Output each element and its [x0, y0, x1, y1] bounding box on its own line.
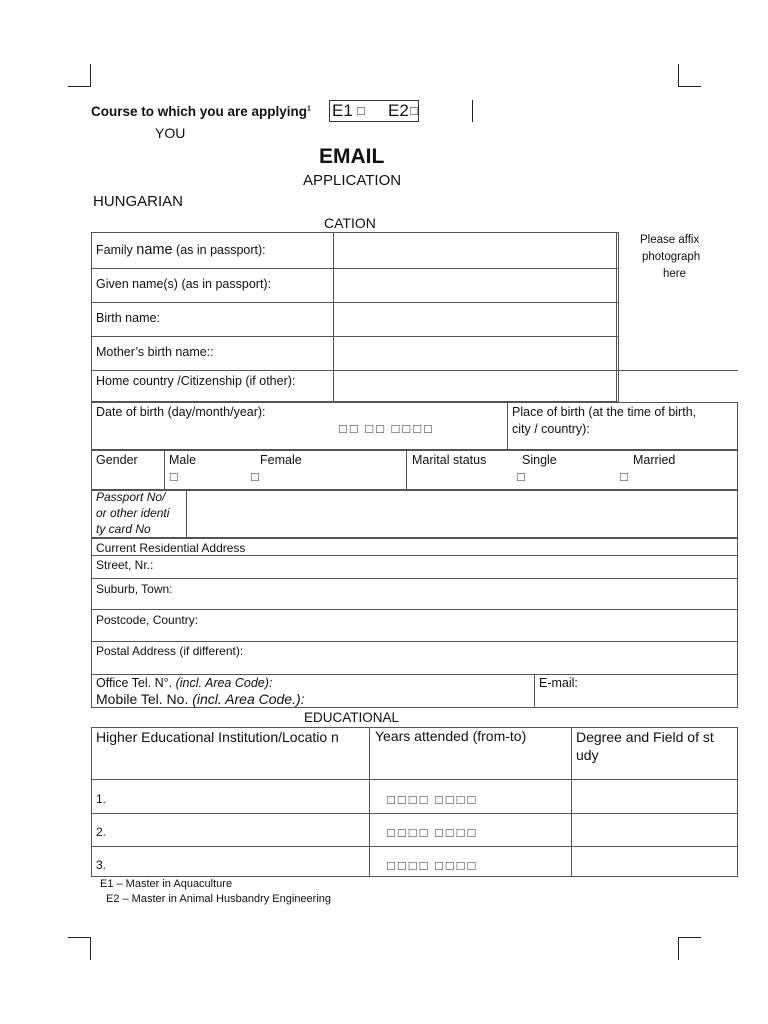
gender-divider-2 [406, 450, 407, 490]
home-country-field[interactable] [334, 371, 616, 402]
edu-row-3-degree[interactable] [572, 847, 737, 876]
female-label: Female [260, 453, 302, 467]
office-tel-italic: (incl. Area Code): [175, 676, 273, 690]
email-divider [534, 674, 535, 708]
marital-label: Marital status [412, 453, 487, 467]
mobile-tel-label [96, 691, 305, 707]
family-name-field[interactable] [334, 233, 616, 268]
page-title: EMAIL [319, 145, 385, 168]
photo-line-1: Please affix [640, 234, 700, 246]
office-tel-label [96, 676, 272, 690]
mothers-name-field[interactable] [334, 337, 616, 370]
edu-col2-header: Years attended (from-to) [375, 728, 527, 744]
family-name-post: (as in passport): [172, 243, 266, 257]
gender-label: Gender [96, 453, 138, 467]
edu-row-2-degree[interactable] [572, 814, 737, 845]
personal-right-double [616, 232, 617, 402]
cation-label: CATION [324, 215, 376, 231]
crop-mark-top-left [68, 64, 91, 87]
edu-row-1-degree[interactable] [572, 780, 737, 812]
mobile-tel-italic: (incl. Area Code.): [192, 691, 305, 707]
option-e1-checkbox[interactable]: ☐ [356, 105, 367, 118]
option-e2-label: E2 [388, 101, 409, 120]
you-label: YOU [155, 125, 186, 141]
hungarian-label: HUNGARIAN [93, 193, 184, 210]
photo-line-3: here [663, 268, 687, 280]
education-heading: EDUCATIONAL [304, 710, 400, 725]
crop-mark-bottom-left [68, 937, 91, 960]
email-label: E-mail: [539, 676, 578, 690]
mothers-name-label: Mother’s birth name:: [96, 345, 214, 359]
edu-row-2-years[interactable]: ☐☐☐☐ ☐☐☐☐ [386, 827, 478, 840]
given-name-field[interactable] [334, 269, 616, 302]
gender-divider-1 [164, 450, 165, 490]
footnote-e1: E1 – Master in Aquaculture [100, 878, 233, 890]
mobile-tel-pre: Mobile Tel. No. [96, 691, 193, 707]
given-name-label: Given name(s) (as in passport): [96, 277, 272, 291]
email-field[interactable] [590, 675, 736, 707]
crop-mark-bottom-right [678, 937, 701, 960]
dob-divider [507, 402, 508, 450]
crop-mark-top-right [678, 64, 701, 87]
suburb-label: Suburb, Town: [96, 582, 173, 596]
passport-label-1: Passport No/ [96, 490, 166, 504]
family-name-label [96, 242, 266, 258]
course-label-text: Course to which you are applying [91, 104, 308, 119]
dob-checkboxes[interactable]: ☐☐ ☐☐ ☐☐☐☐ [338, 423, 434, 436]
single-label: Single [522, 453, 557, 467]
postcode-label: Postcode, Country: [96, 613, 199, 627]
page-subtitle: APPLICATION [303, 172, 402, 189]
postal-address-field[interactable] [280, 642, 736, 673]
birth-name-field[interactable] [334, 303, 616, 336]
edu-col1-header: Higher Educational Institution/Locatio n [96, 729, 339, 745]
passport-field[interactable] [187, 491, 737, 537]
passport-label-3: ty card No [96, 522, 151, 536]
photo-line-2: photograph [642, 251, 701, 263]
single-checkbox[interactable]: ☐ [516, 471, 527, 484]
pob-line-1: Place of birth (at the time of birth, [512, 405, 697, 419]
home-country-label: Home country /Citizenship (if other): [96, 374, 296, 388]
office-tel-pre: Office Tel. N°. [96, 676, 176, 690]
header-bar [472, 100, 473, 122]
male-checkbox[interactable]: ☐ [169, 471, 180, 484]
family-name-big: name [136, 242, 173, 258]
footnote-e2: E2 – Master in Animal Husbandry Engineering [106, 893, 332, 905]
postcode-field[interactable] [220, 610, 736, 640]
married-checkbox[interactable]: ☐ [619, 471, 630, 484]
male-label: Male [169, 453, 197, 467]
family-name-pre: Family [96, 243, 137, 257]
course-label-sup: 1 [307, 105, 311, 113]
edu-row-1-number: 1. [96, 792, 107, 806]
street-field[interactable] [170, 556, 736, 577]
edu-row-3-number: 3. [96, 858, 107, 872]
edu-col3-header: Degree and Field of st udy [576, 729, 714, 763]
postal-address-label: Postal Address (if different): [96, 644, 244, 658]
suburb-field[interactable] [190, 579, 736, 608]
current-address-label: Current Residential Address [96, 541, 246, 555]
course-label [91, 104, 311, 119]
edu-row-1-years[interactable]: ☐☐☐☐ ☐☐☐☐ [386, 794, 478, 807]
edu-row-1-institution[interactable] [120, 780, 368, 812]
pob-line-2: city / country): [512, 422, 590, 436]
birth-name-label: Birth name: [96, 311, 160, 325]
passport-label-2: or other identi [96, 506, 170, 520]
edu-row-3-institution[interactable] [120, 847, 368, 876]
dob-label: Date of birth (day/month/year): [96, 405, 266, 419]
female-checkbox[interactable]: ☐ [250, 471, 261, 484]
married-label: Married [633, 453, 676, 467]
edu-row-3-years[interactable]: ☐☐☐☐ ☐☐☐☐ [386, 860, 478, 873]
edu-row-2-number: 2. [96, 825, 107, 839]
edu-col-divider-1 [369, 727, 370, 877]
edu-row-2-institution[interactable] [120, 814, 368, 845]
option-e1-label: E1 [332, 101, 353, 120]
option-e2-checkbox[interactable]: ☐ [409, 105, 420, 118]
street-label: Street, Nr.: [96, 558, 154, 572]
